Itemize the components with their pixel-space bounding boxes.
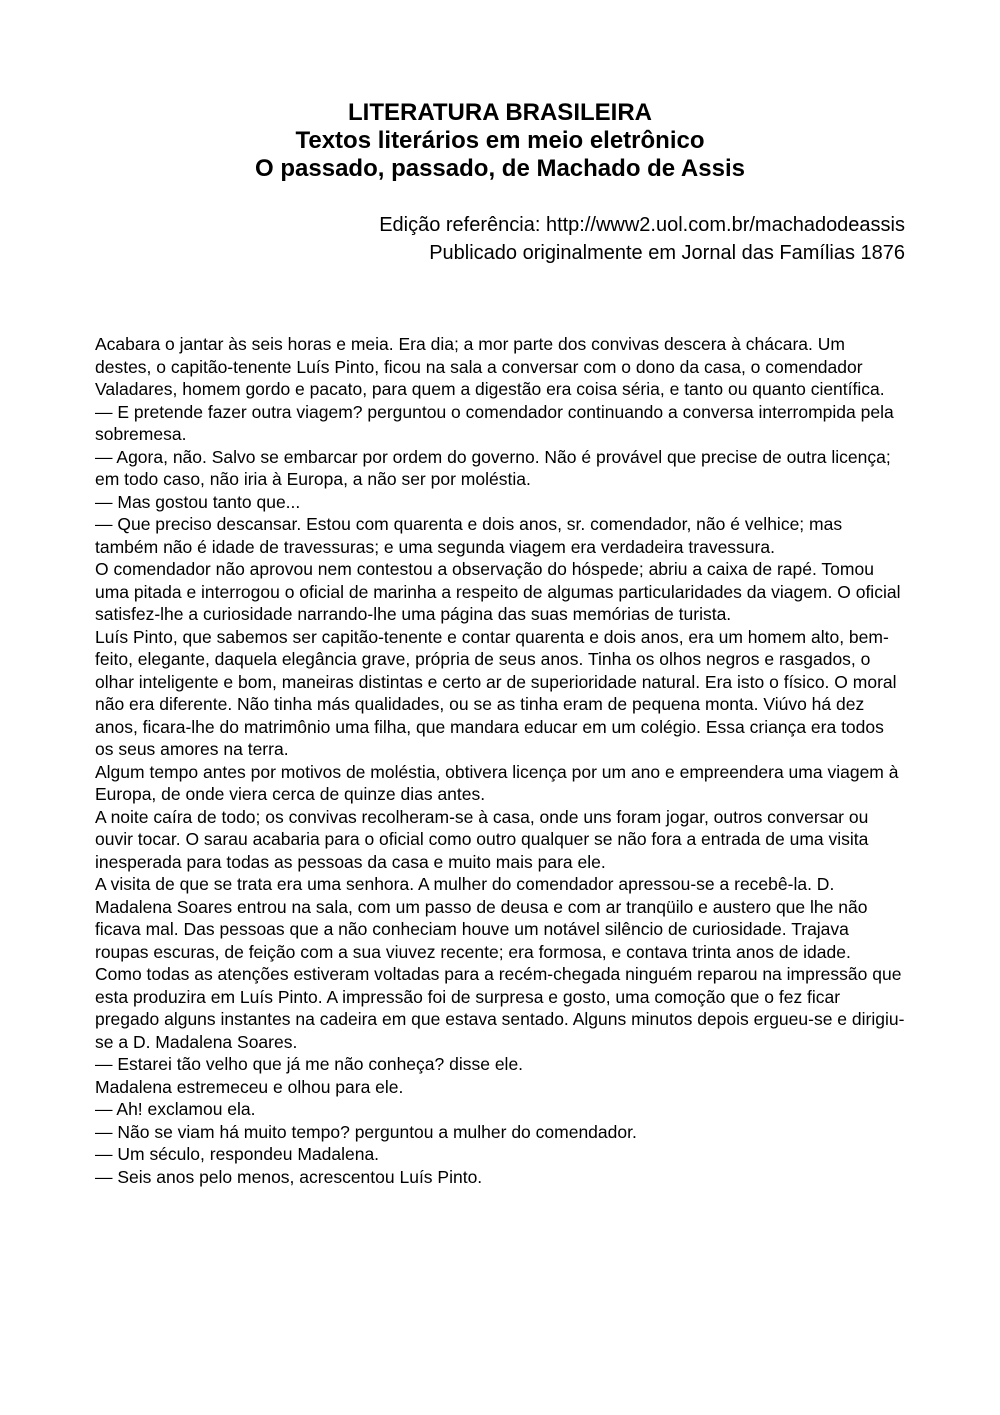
paragraph: — Ah! exclamou ela. bbox=[95, 1099, 256, 1119]
document-reference-block bbox=[95, 211, 905, 267]
document-header bbox=[95, 99, 905, 183]
paragraph: — E pretende fazer outra viagem? perguntou o comendador continuando a conversa interrompida pela sobremesa. bbox=[95, 401, 894, 444]
paragraph: — Um século, respondeu Madalena. bbox=[95, 1144, 380, 1164]
paragraph: — Seis anos pelo menos, acrescentou Luís Pinto. bbox=[95, 1166, 483, 1187]
paragraph: A visita de que se trata era uma senhora. A mulher do comendador apressou-se a recebê-la. D. Madalena Soares entrou na sala, com um passo de deusa e com ar tranqüilo e austero que lhe não ficava mal. Das pessoas que a não conheciam houve um notável silêncio de curiosidade. Trajava roupas escuras, de feição com a sua viuvez recente; era formosa, e contava trinta anos de idade. bbox=[95, 874, 868, 962]
paragraph: A noite caíra de todo; os convivas recolheram-se à casa, onde uns foram jogar, outros conversar ou ouvir tocar. O sarau acabaria para o oficial como outro qualquer se não fora a entrada de uma visita inesperada para todas as pessoas da casa e muito mais para ele. bbox=[95, 806, 869, 872]
paragraph: — Que preciso descansar. Estou com quarenta e dois anos, sr. comendador, não é velhice; mas também não é idade de travessuras; e uma segunda viagem era verdadeira travessura. bbox=[95, 514, 843, 557]
paragraph: Acabara o jantar às seis horas e meia. Era dia; a mor parte dos convivas descera à chácara. Um destes, o capitão-tenente Luís Pinto, ficou na sala a conversar com o dono da casa, o comendador Valadares, homem gordo e pacato, para quem a digestão era coisa séria, e tanto ou quanto científica. bbox=[95, 334, 885, 399]
publication-line: Publicado originalmente em Jornal das Famílias 1876 bbox=[429, 242, 905, 264]
header-line-collection-title: LITERATURA BRASILEIRA bbox=[348, 99, 652, 126]
paragraph: — Estarei tão velho que já me não conheça? disse ele. bbox=[95, 1054, 524, 1074]
document-body bbox=[95, 333, 905, 1188]
paragraph: — Mas gostou tanto que... bbox=[95, 491, 301, 512]
paragraph: Algum tempo antes por motivos de moléstia, obtivera licença por um ano e empreendera uma viagem à Europa, de onde viera cerca de quinze dias antes. bbox=[95, 761, 899, 804]
edition-reference-line: Edição referência: http://www2.uol.com.br/machadodeassis bbox=[379, 214, 905, 236]
paragraph: Luís Pinto, que sabemos ser capitão-tenente e contar quarenta e dois anos, era um homem alto, bem-feito, elegante, daquela elegância grave, própria de seus anos. Tinha os olhos negros e rasgados, o olhar inteligente e bom, maneiras distintas e certo ar de superioridade natural. Era isto o físico. O moral não era diferente. Não tinha más qualidades, ou se as tinha eram de pequena monta. Viúvo há dez anos, ficara-lhe do matrimônio uma filha, que mandara educar em um colégio. Essa criança era todos os seus amores na terra. bbox=[95, 626, 897, 759]
header-line-series-title: Textos literários em meio eletrônico bbox=[295, 127, 705, 154]
header-line-work-title: O passado, passado, de Machado de Assis bbox=[255, 155, 745, 182]
paragraph: O comendador não aprovou nem contestou a observação do hóspede; abriu a caixa de rapé. Tomou uma pitada e interrogou o oficial de marinha a respeito de algumas particularidades da viagem. O oficial satisfez-lhe a curiosidade narrando-lhe uma página das suas memórias de turista. bbox=[95, 559, 901, 624]
paragraph: Madalena estremeceu e olhou para ele. bbox=[95, 1076, 404, 1097]
paragraph: — Não se viam há muito tempo? perguntou a mulher do comendador. bbox=[95, 1121, 637, 1142]
paragraph: — Agora, não. Salvo se embarcar por ordem do governo. Não é provável que precise de outra licença; em todo caso, não iria à Europa, a não ser por moléstia. bbox=[95, 446, 891, 489]
paragraph: Como todas as atenções estiveram voltadas para a recém-chegada ninguém reparou na impressão que esta produzira em Luís Pinto. A impressão foi de surpresa e gosto, uma comoção que o fez ficar pregado alguns instantes na cadeira em que estava sentado. Alguns minutos depois ergueu-se e dirigiu-se a D. Madalena Soares. bbox=[95, 964, 905, 1052]
